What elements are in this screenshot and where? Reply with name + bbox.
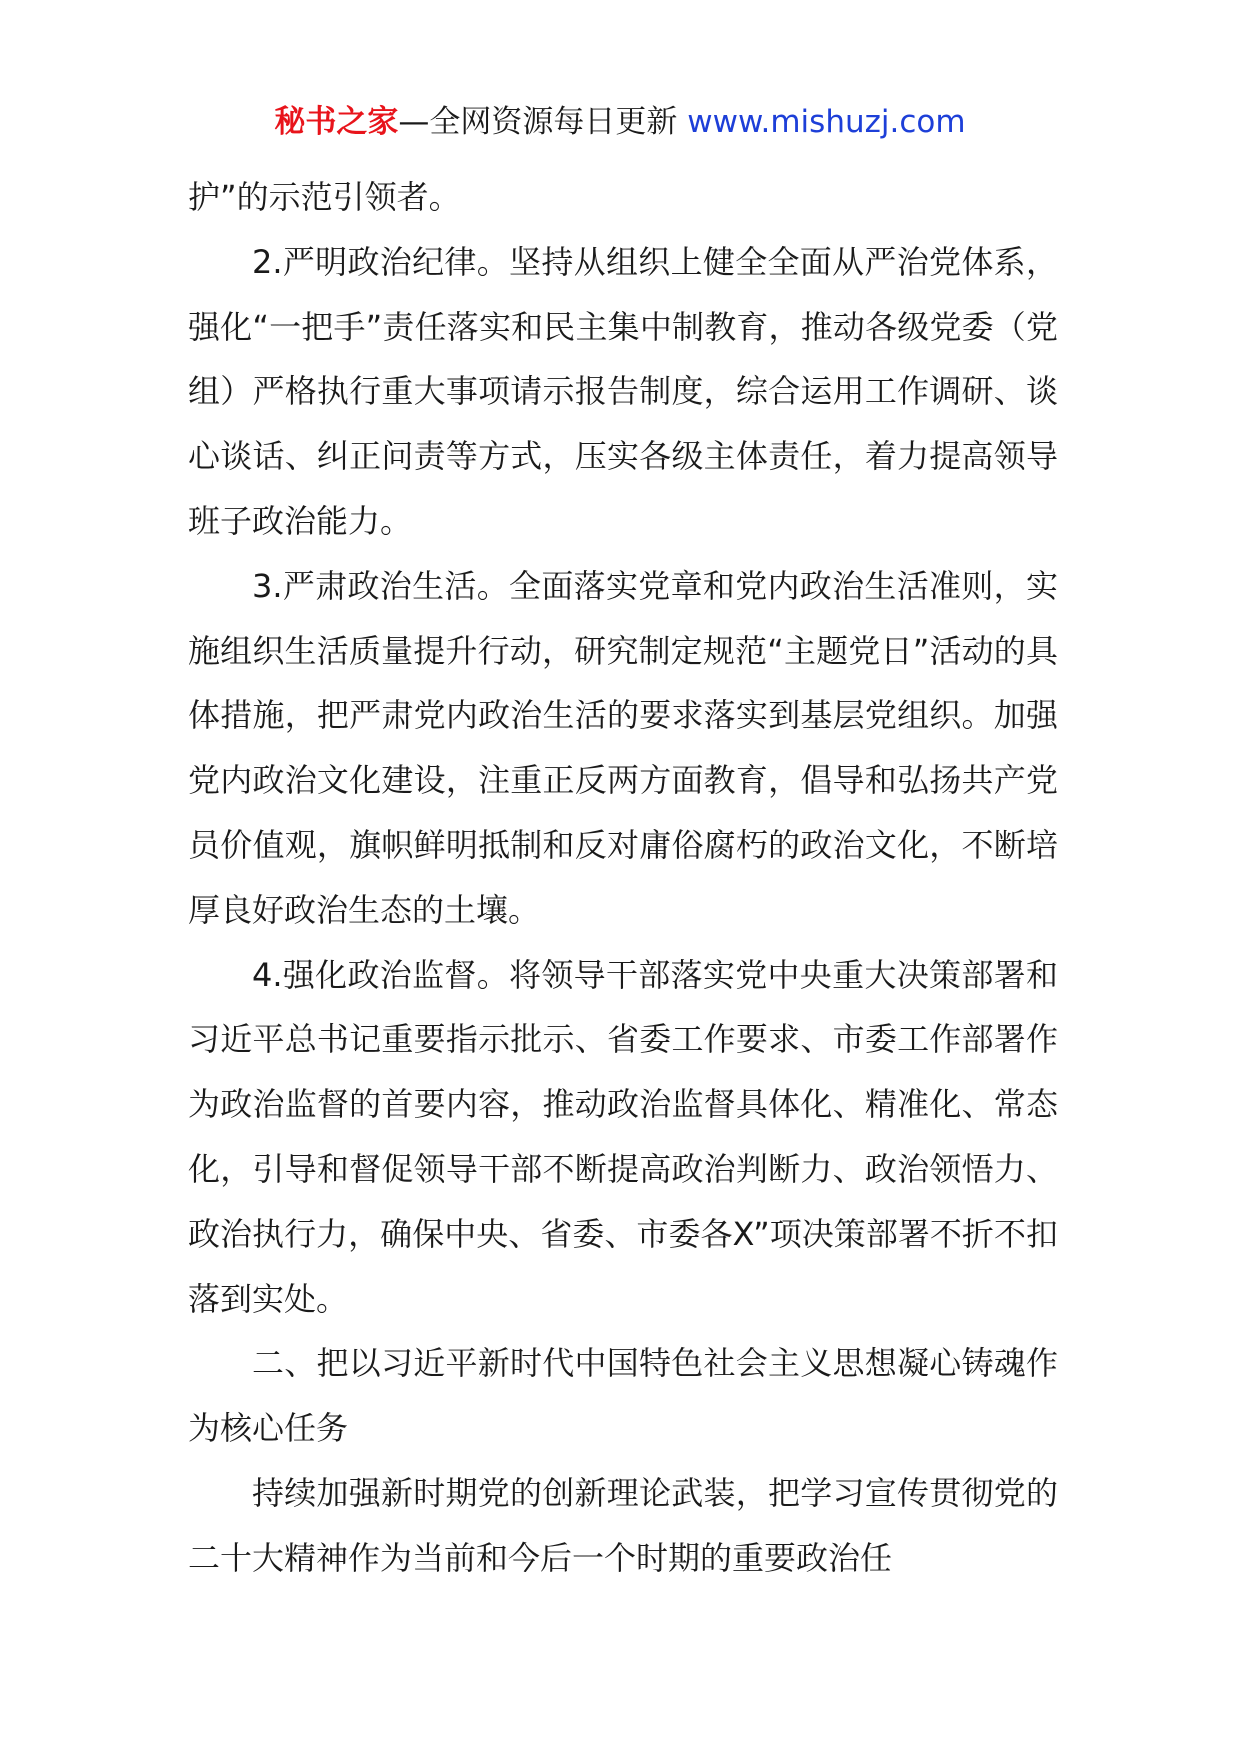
section-heading: 二、把以习近平新时代中国特色社会主义思想凝心铸魂作为核心任务	[188, 1344, 1058, 1448]
site-url[interactable]: www.mishuzj.com	[687, 104, 966, 140]
paragraph-theory-study: 持续加强新时期党的创新理论武装，把学习宣传贯彻党的二十大精神作为当前和今后一个时期的重要政治任	[188, 1473, 1058, 1577]
paragraph-political-discipline: 2.严明政治纪律。坚持从组织上健全全面从严治党体系，强化“一把手”责任落实和民主集中制教育，推动各级党委（党组）严格执行重大事项请示报告制度，综合运用工作调研、谈心谈话、纠正问责等方式，压实各级主体责任，着力提高领导班子政治能力。	[188, 242, 1058, 540]
site-header	[0, 100, 1240, 144]
document-body	[188, 165, 1058, 1591]
brand-name: 秘书之家	[274, 104, 399, 140]
paragraph-continuation: 护”的示范引领者。	[188, 178, 461, 216]
paragraph-political-supervision: 4.强化政治监督。将领导干部落实党中央重大决策部署和习近平总书记重要指示批示、省委工作要求、市委工作部署作为政治监督的首要内容，推动政治监督具体化、精准化、常态化，引导和督促领导干部不断提高政治判断力、政治领悟力、政治执行力，确保中央、省委、市委各X”项决策部署不折不扣落到实处。	[188, 955, 1058, 1318]
paragraph-political-life: 3.严肃政治生活。全面落实党章和党内政治生活准则，实施组织生活质量提升行动，研究制定规范“主题党日”活动的具体措施，把严肃党内政治生活的要求落实到基层党组织。加强党内政治文化建设，注重正反两方面教育，倡导和弘扬共产党员价值观，旗帜鲜明抵制和反对庸俗腐朽的政治文化，不断培厚良好政治生态的土壤。	[188, 566, 1058, 929]
header-slogan: —全网资源每日更新	[398, 104, 678, 140]
